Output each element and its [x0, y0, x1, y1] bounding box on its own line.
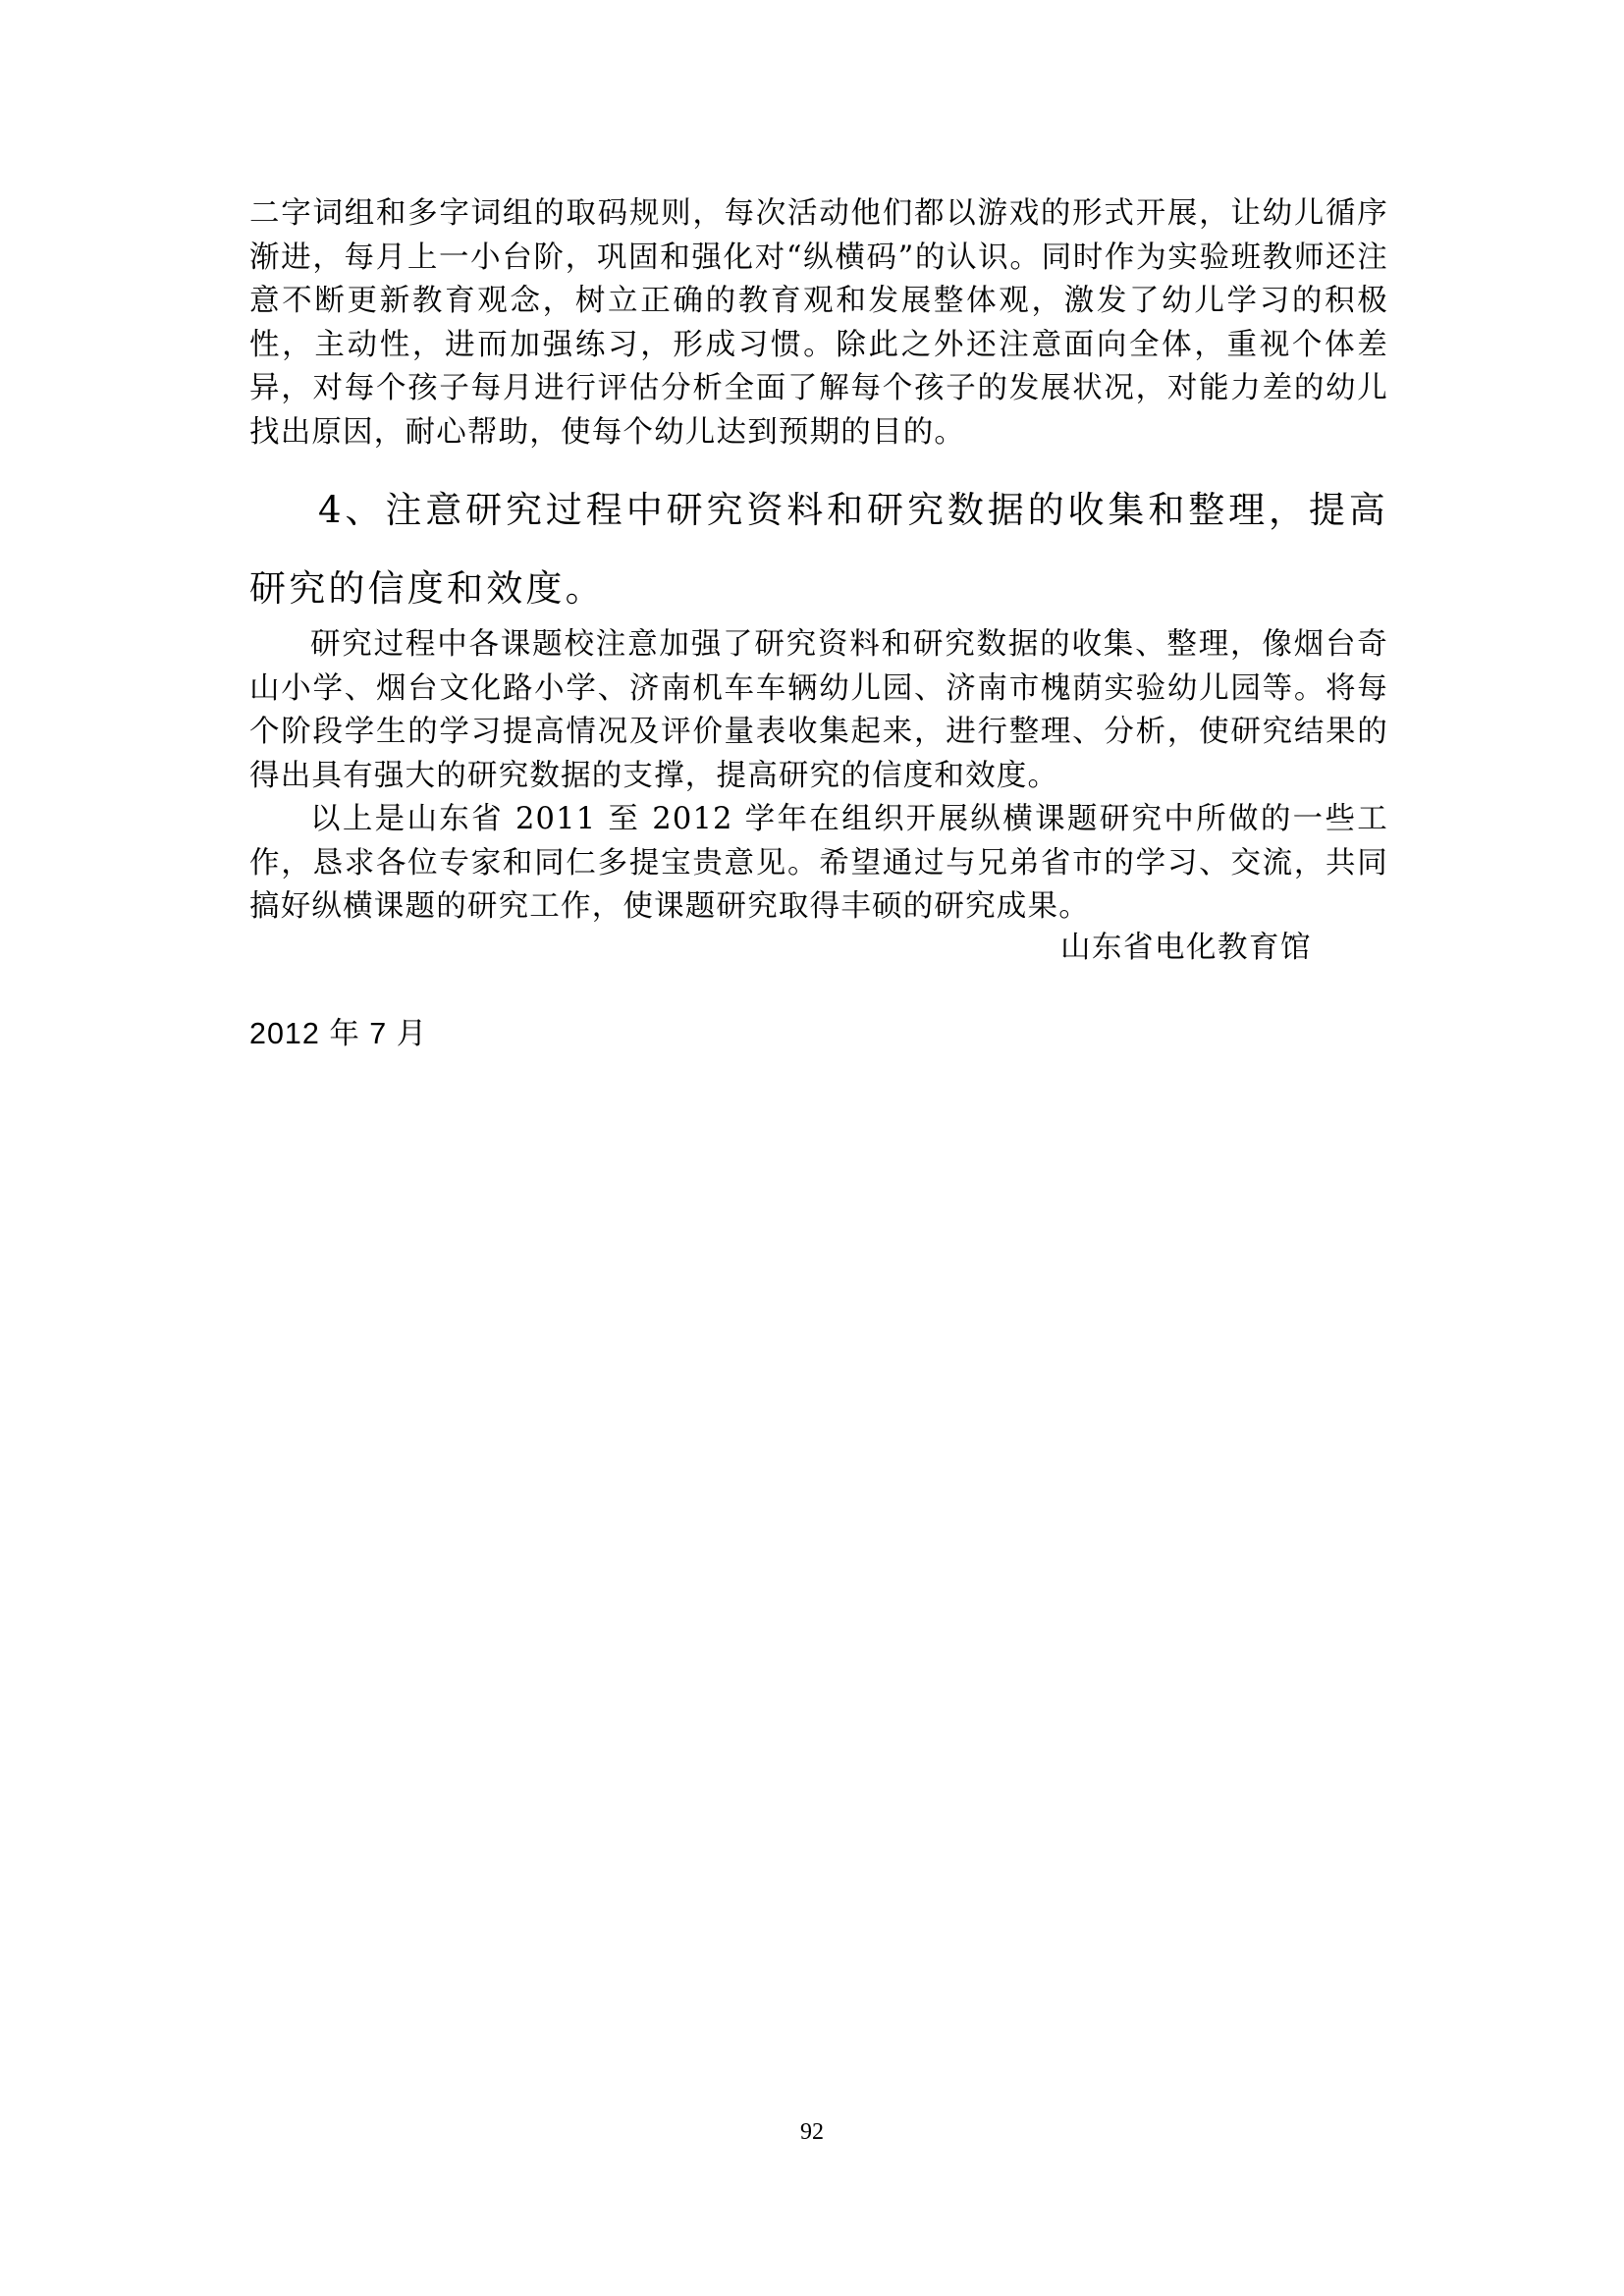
body-paragraph: 研究过程中各课题校注意加强了研究资料和研究数据的收集、整理，像烟台奇山小学、烟台文化路小学、济南机车车辆幼儿园、济南市槐荫实验幼儿园等。将每个阶段学生的学习提高情况及评价量表收集起来，进行整理、分析，使研究结果的得出具有强大的研究数据的支撑，提高研究的信度和效度。	[249, 627, 1388, 793]
document-date: 2012 年 7 月	[249, 1017, 428, 1050]
signature-organization: 山东省电化教育馆	[1060, 931, 1312, 965]
page-number: 92	[800, 2119, 824, 2145]
body-paragraph: 二字词组和多字词组的取码规则，每次活动他们都以游戏的形式开展，让幼儿循序渐进，每月上一小台阶，巩固和强化对“纵横码”的认识。同时作为实验班教师还注意不断更新教育观念，树立正确的教育观和发展整体观，激发了幼儿学习的积极性，主动性，进而加强练习，形成习惯。除此之外还注意面向全体，重视个体差异，对每个孩子每月进行评估分析全面了解每个孩子的发展状况，对能力差的幼儿找出原因，耐心帮助，使每个幼儿达到预期的目的。	[249, 196, 1388, 450]
closing-paragraph: 以上是山东省 2011 至 2012 学年在组织开展纵横课题研究中所做的一些工作，恳求各位专家和同仁多提宝贵意见。希望通过与兄弟省市的学习、交流，共同搞好纵横课题的研究工作，使课题研究取得丰硕的研究成果。	[249, 802, 1388, 924]
section-heading: 4、注意研究过程中研究资料和研究数据的收集和整理，提高研究的信度和效度。	[249, 489, 1388, 610]
